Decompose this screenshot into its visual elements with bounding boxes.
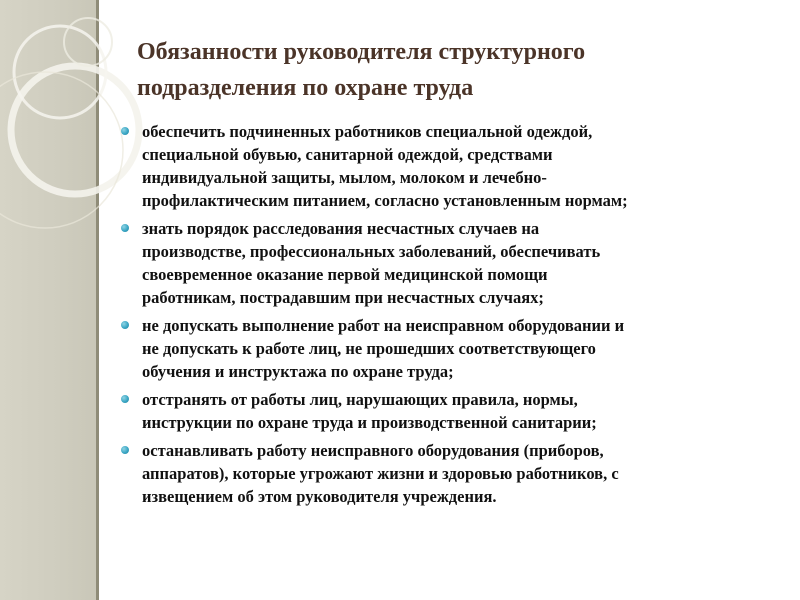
item-line: извещением об этом руководителя учреждения. — [142, 487, 497, 506]
item-line: своевременное оказание первой медицинской помощи — [142, 265, 548, 284]
item-line: обеспечить подчиненных работников специальной одеждой, — [142, 122, 593, 141]
item-line: отстранять от работы лиц, нарушающих правила, нормы, — [142, 390, 578, 409]
item-line: индивидуальной защиты, мылом, молоком и лечебно- — [142, 168, 547, 187]
item-line: не допускать к работе лиц, не прошедших соответствующего — [142, 339, 596, 358]
bullet-dot-icon — [121, 321, 129, 329]
decorative-side-band — [0, 0, 96, 600]
item-line: профилактическим питанием, согласно установленным нормам; — [142, 191, 628, 210]
list-item — [118, 120, 778, 212]
item-line: производстве, профессиональных заболеваний, обеспечивать — [142, 242, 601, 261]
duties-list — [118, 120, 778, 513]
bullet-dot-icon — [121, 224, 129, 232]
item-line: не допускать выполнение работ на неисправном оборудовании и — [142, 316, 625, 335]
title-line: Обязанности руководителя структурного — [137, 39, 586, 65]
item-line: работникам, пострадавшим при несчастных случаях; — [142, 288, 544, 307]
item-line: знать порядок расследования несчастных случаев на — [142, 219, 540, 238]
list-item — [118, 439, 778, 508]
item-line: специальной обувью, санитарной одеждой, средствами — [142, 145, 553, 164]
bullet-dot-icon — [121, 395, 129, 403]
bullet-dot-icon — [121, 127, 129, 135]
slide-title — [137, 34, 737, 106]
list-item — [118, 217, 778, 309]
bullet-dot-icon — [121, 446, 129, 454]
side-band-divider — [96, 0, 99, 600]
item-line: останавливать работу неисправного оборудования (приборов, — [142, 441, 604, 460]
list-item — [118, 314, 778, 383]
title-line: подразделения по охране труда — [137, 75, 474, 101]
item-line: обучения и инструктажа по охране труда; — [142, 362, 454, 381]
item-line: аппаратов), которые угрожают жизни и здоровью работников, с — [142, 464, 619, 483]
item-line: инструкции по охране труда и производственной санитарии; — [142, 413, 597, 432]
list-item — [118, 388, 778, 434]
